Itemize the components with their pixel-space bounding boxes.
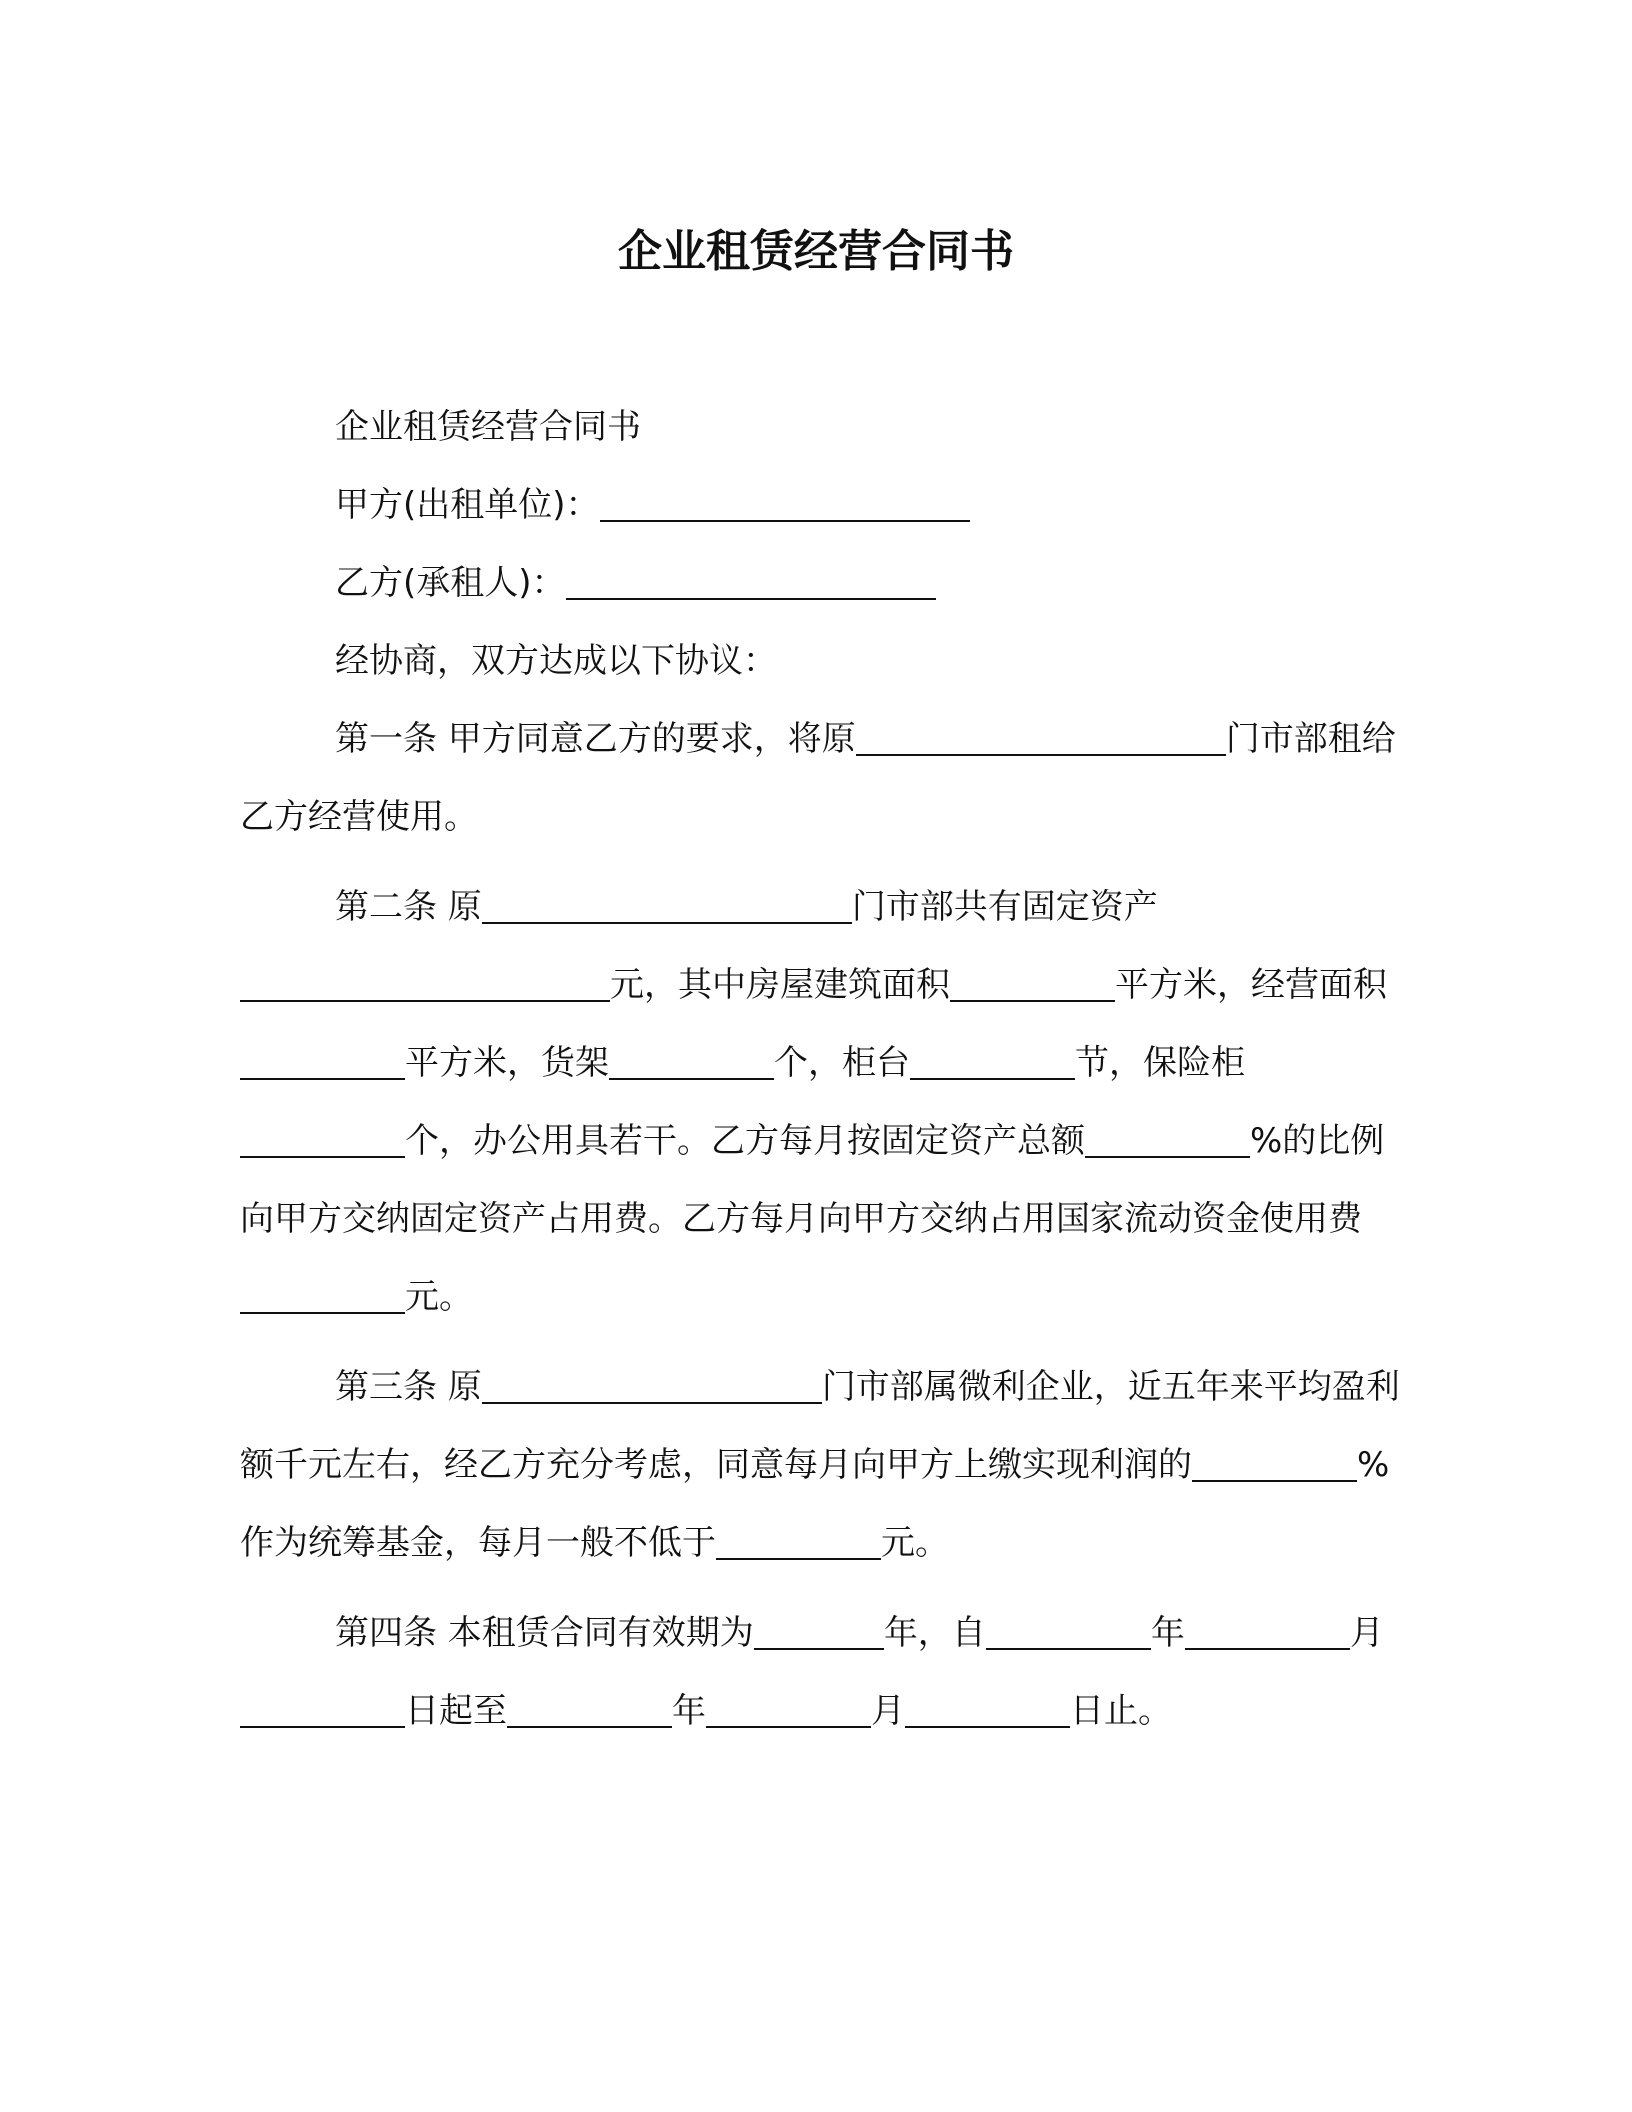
party-a-label: 甲方(出租单位)： (335, 485, 600, 525)
document-subtitle: 企业租赁经营合同书 (335, 407, 641, 447)
article-4-blank-5 (507, 1696, 672, 1728)
party-b-blank (566, 568, 936, 600)
article-4-blank-7 (905, 1696, 1070, 1728)
party-a-line (240, 466, 1400, 544)
article-1 (240, 700, 1400, 856)
document-title: 企业租赁经营合同书 (618, 226, 1014, 277)
article-2-text-2: 门市部共有固定资产 (851, 887, 1158, 927)
article-2-text-1: 第二条 原 (335, 887, 482, 927)
article-4-blank-3 (1185, 1618, 1350, 1650)
article-3-blank-1 (482, 1372, 822, 1404)
article-3-text-1: 第三条 原 (335, 1367, 482, 1407)
article-2-text-8: 个，办公用具若干。乙方每月按固定资产总额 (405, 1121, 1085, 1161)
article-4-text-1: 第四条 本租赁合同有效期为 (335, 1613, 754, 1653)
article-4-text-4: 月 (1349, 1613, 1384, 1653)
article-2-blank-5 (609, 1048, 774, 1080)
article-3-text-3: %作为统筹基金，每月一般不低于 (240, 1445, 1390, 1563)
article-4-blank-4 (240, 1696, 405, 1728)
article-2-blank-2 (240, 970, 610, 1002)
article-2-text-4: 平方米，经营面积 (1115, 965, 1387, 1005)
article-3-blank-3 (716, 1528, 881, 1560)
article-2-text-9: %的比例向甲方交纳固定资产占用费。乙方每月向甲方交纳占用国家流动资金使用费 (240, 1121, 1385, 1239)
party-b-label: 乙方(承租人)： (335, 563, 566, 603)
article-2-text-6: 个，柜台 (774, 1043, 910, 1083)
article-4-text-3: 年 (1150, 1613, 1185, 1653)
article-4-text-8: 日止。 (1070, 1691, 1172, 1731)
article-3-text-4: 元。 (881, 1523, 949, 1563)
article-4-text-2: 年，自 (883, 1613, 986, 1653)
article-3-blank-2 (1192, 1450, 1357, 1482)
article-2 (240, 868, 1400, 1336)
article-3 (240, 1348, 1400, 1582)
article-2-text-3: 元，其中房屋建筑面积 (610, 965, 950, 1005)
article-3-text-2: 门市部属微利企业，近五年来平均盈利额千元左右，经乙方充分考虑，同意每月向甲方上缴实现利润的 (240, 1367, 1400, 1485)
article-2-text-5: 平方米，货架 (405, 1043, 609, 1083)
article-2-blank-1 (482, 892, 852, 924)
party-b-line (240, 544, 1400, 622)
article-1-text-b: 门市部租给乙方经营使用。 (240, 719, 1396, 837)
article-4-blank-2 (986, 1618, 1151, 1650)
article-4-blank-6 (706, 1696, 871, 1728)
article-1-blank (856, 724, 1226, 756)
party-a-blank (600, 490, 970, 522)
article-1-text-a: 第一条 甲方同意乙方的要求，将原 (335, 719, 856, 759)
article-2-blank-8 (1085, 1126, 1250, 1158)
intro-line: 经协商，双方达成以下协议： (335, 641, 777, 681)
article-2-blank-6 (910, 1048, 1075, 1080)
article-4-text-6: 年 (672, 1691, 706, 1731)
article-2-blank-9 (240, 1282, 405, 1314)
article-2-text-10: 元。 (405, 1277, 473, 1317)
article-4-blank-1 (754, 1618, 884, 1650)
article-2-text-7: 节，保险柜 (1075, 1043, 1245, 1083)
article-4 (240, 1594, 1400, 1750)
article-4-text-5: 日起至 (405, 1691, 507, 1731)
document-body (240, 388, 1400, 1750)
article-4-text-7: 月 (871, 1691, 905, 1731)
article-2-blank-3 (950, 970, 1115, 1002)
article-2-blank-7 (240, 1126, 405, 1158)
article-2-blank-4 (240, 1048, 405, 1080)
